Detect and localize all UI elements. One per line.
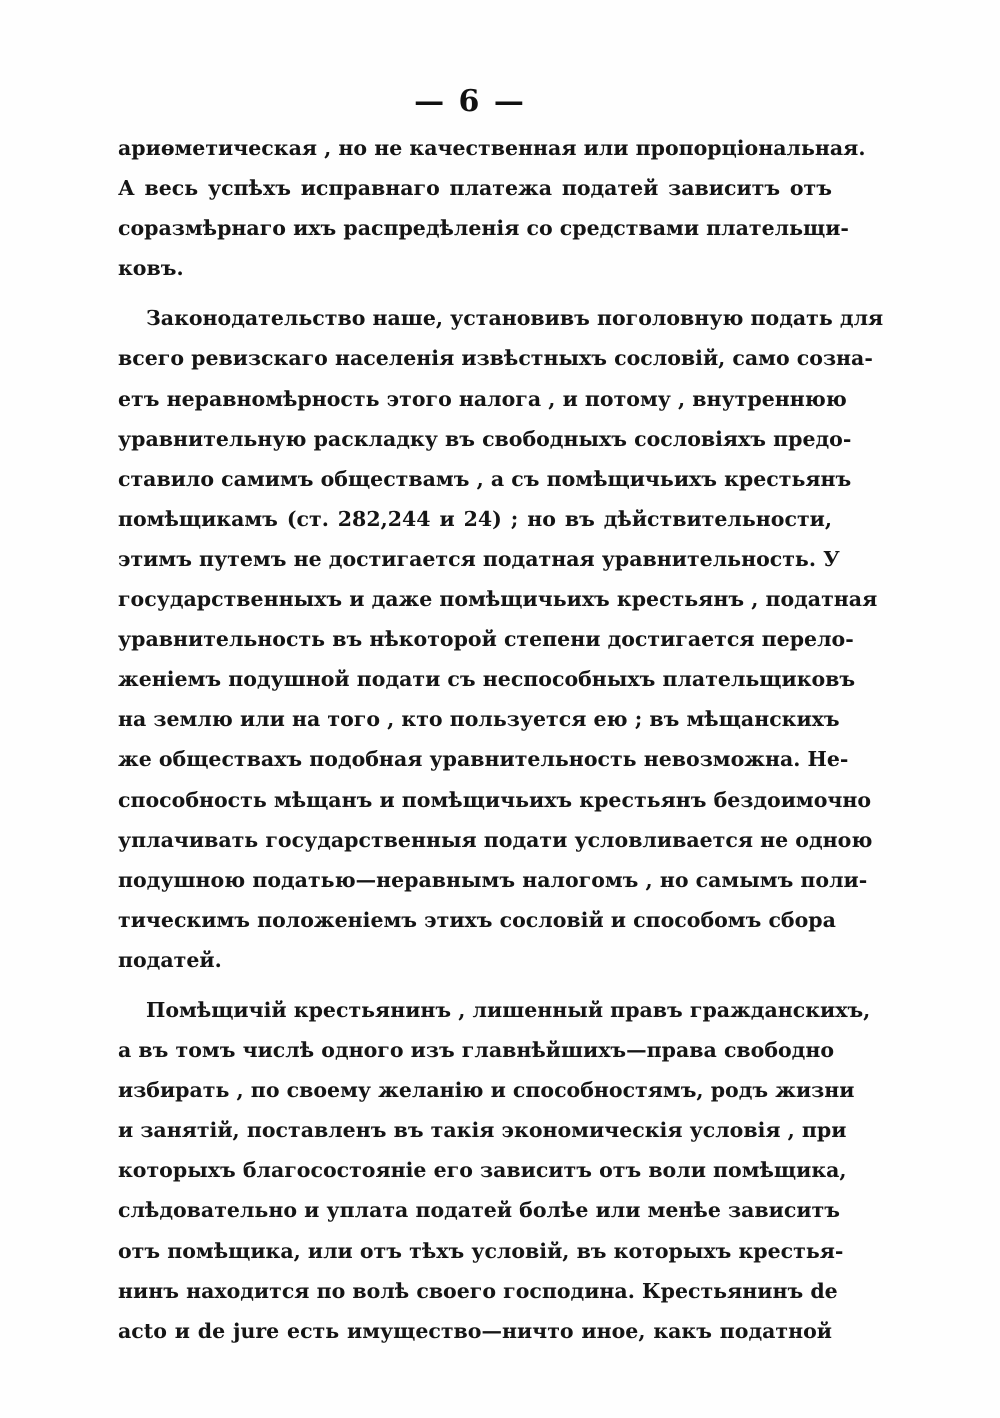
page-body bbox=[118, 128, 884, 1351]
text-line: этимъ путемъ не достигается податная уравнительность. У bbox=[118, 546, 840, 571]
text-line: всего ревизскаго населенія извѣстныхъ сословій, само созна- bbox=[118, 346, 873, 371]
text-line: Законодательство наше, установивъ поголовную подать для bbox=[146, 306, 884, 331]
text-line: способность мѣщанъ и помѣщичьихъ крестьянъ бездоимочно bbox=[118, 787, 872, 812]
text-line: на землю или на того , кто пользуется ею ; въ мѣщанскихъ bbox=[118, 707, 840, 732]
paragraph-2 bbox=[118, 298, 884, 980]
paragraph-1 bbox=[118, 128, 866, 288]
text-line: а въ томъ числѣ одного изъ главнѣйшихъ—права свободно bbox=[118, 1038, 835, 1063]
text-line: которыхъ благосостояніе его зависитъ отъ воли помѣщика, bbox=[118, 1158, 847, 1183]
text-line: государственныхъ и даже помѣщичьихъ крестьянъ , податная bbox=[118, 587, 878, 612]
text-line: А весь успѣхъ исправнаго платежа податей зависитъ отъ bbox=[118, 176, 832, 201]
text-line: нинъ находится по волѣ своего господина. Крестьянинъ de bbox=[118, 1278, 838, 1303]
text-line: тическимъ положеніемъ этихъ сословій и способомъ сбора bbox=[118, 907, 836, 932]
text-line: Помѣщичій крестьянинъ , лишенный правъ гражданскихъ, bbox=[146, 997, 871, 1022]
text-line: же обществахъ подобная уравнительность невозможна. Не- bbox=[118, 747, 849, 772]
text-line: уплачивать государственныя подати условливается не одною bbox=[118, 827, 873, 852]
text-line: и занятій, поставленъ въ такія экономическія условія , при bbox=[118, 1118, 847, 1143]
page-number: — 6 — bbox=[414, 84, 526, 119]
text-line: помѣщикамъ (ст. 282,244 и 24) ; но въ дѣйствительности, bbox=[118, 506, 832, 531]
text-line: ариөметическая , но не качественная или пропорціональная. bbox=[118, 136, 866, 160]
text-line: слѣдовательно и уплата податей болѣе или менѣе зависитъ bbox=[118, 1198, 840, 1223]
text-line: ковъ. bbox=[118, 256, 184, 281]
text-line: отъ помѣщика, или отъ тѣхъ условій, въ которыхъ крестья- bbox=[118, 1238, 844, 1263]
text-line: податей. bbox=[118, 947, 222, 972]
text-line: acto и de jure есть имущество—ничто иное, какъ податной bbox=[118, 1318, 832, 1343]
text-line: уравнительную раскладку въ свободныхъ сословіяхъ предо- bbox=[118, 426, 852, 451]
text-line: женіемъ подушной подати съ неспособныхъ плательщиковъ bbox=[118, 667, 856, 692]
text-line: избирать , по своему желанію и способностямъ, родъ жизни bbox=[118, 1078, 855, 1103]
text-line: соразмѣрнаго ихъ распредѣленія со средствами плательщи- bbox=[118, 216, 849, 241]
text-line: етъ неравномѣрность этого налога , и потому , внутреннюю bbox=[118, 386, 847, 411]
paragraph-3 bbox=[118, 990, 871, 1351]
text-line: уравнительность въ нѣкоторой степени достигается перело- bbox=[118, 627, 854, 652]
text-line: ставило самимъ обществамъ , а съ помѣщичьихъ крестьянъ bbox=[118, 466, 852, 491]
text-line: подушною податью—неравнымъ налогомъ , но самымъ поли- bbox=[118, 867, 868, 892]
